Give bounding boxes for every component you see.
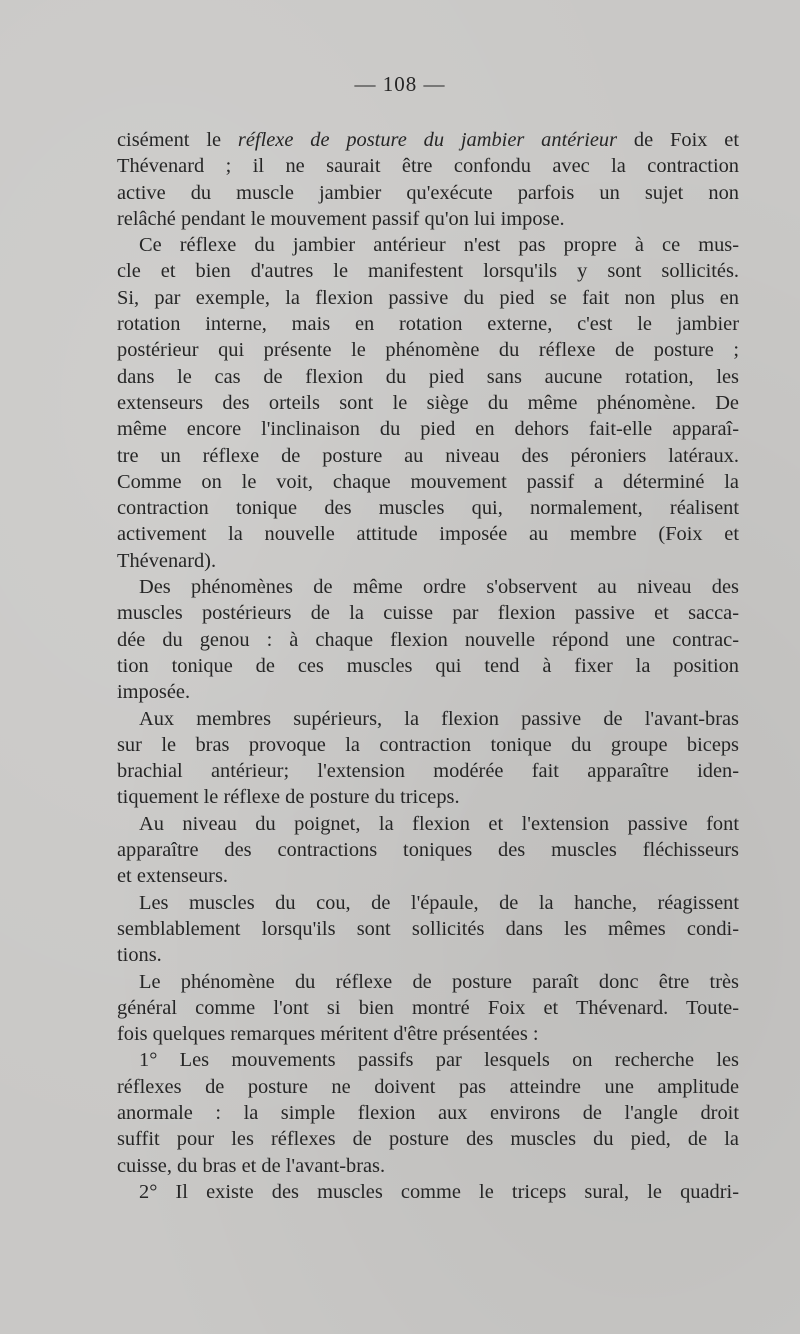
text-line: contraction tonique des muscles qui, normalement, réalisent (117, 497, 739, 520)
text-line: dans le cas de flexion du pied sans aucune rotation, les (117, 365, 739, 388)
text-line: Comme on le voit, chaque mouvement passif a déterminé la (117, 470, 739, 493)
text-line: réflexes de posture ne doivent pas atteindre une amplitude (117, 1075, 739, 1098)
body-text (117, 127, 739, 1205)
text-line: fois quelques remarques méritent d'être présentées : (117, 1023, 539, 1046)
text-line: activement la nouvelle attitude imposée au membre (Foix et (117, 523, 739, 546)
text-line: tre un réflexe de posture au niveau des péroniers latéraux. (117, 444, 739, 467)
italic-term: réflexe de posture du jambier antérieur (237, 129, 618, 151)
text-line: imposée. (117, 681, 191, 704)
text-line: rotation interne, mais en rotation externe, c'est le jambier (117, 313, 739, 336)
text-line: général comme l'ont si bien montré Foix et Thévenard. Toute- (117, 996, 739, 1019)
text-line: Si, par exemple, la flexion passive du pied se fait non plus en (117, 286, 739, 309)
page-number: — 108 — (354, 72, 446, 96)
text-line: active du muscle jambier qu'exécute parfois un sujet non (117, 181, 739, 204)
text-line: tiquement le réflexe de posture du triceps. (117, 786, 460, 809)
text-line: apparaître des contractions toniques des muscles fléchisseurs (117, 839, 739, 862)
text-line: sur le bras provoque la contraction tonique du groupe biceps (117, 733, 739, 756)
text-line: extenseurs des orteils sont le siège du même phénomène. De (117, 391, 739, 414)
text-line: relâché pendant le mouvement passif qu'on lui impose. (117, 207, 565, 230)
text-line: et extenseurs. (117, 865, 228, 888)
text-line-start: cisément le (117, 129, 238, 151)
text-line: Au niveau du poignet, la flexion et l'extension passive font (139, 812, 739, 835)
text-line: Des phénomènes de même ordre s'observent au niveau des (139, 576, 739, 599)
text-line: cuisse, du bras et de l'avant-bras. (117, 1154, 386, 1177)
text-line: suffit pour les réflexes de posture des muscles du pied, de la (117, 1128, 739, 1151)
text-line (117, 127, 739, 153)
text-line: tion tonique de ces muscles qui tend à fixer la position (117, 654, 739, 677)
text-line: 1° Les mouvements passifs par lesquels on recherche les (139, 1049, 739, 1072)
text-line: même encore l'inclinaison du pied en dehors fait-elle apparaî- (117, 418, 739, 441)
text-line: dée du genou : à chaque flexion nouvelle répond une contrac- (117, 628, 739, 651)
text-line: brachial antérieur; l'extension modérée fait apparaître iden- (117, 760, 739, 783)
text-line: Thévenard ; il ne saurait être confondu avec la contraction (117, 155, 739, 178)
text-line: Aux membres supérieurs, la flexion passive de l'avant-bras (139, 707, 739, 730)
text-line: Les muscles du cou, de l'épaule, de la hanche, réagissent (139, 891, 739, 914)
text-line: muscles postérieurs de la cuisse par flexion passive et sacca- (117, 602, 739, 625)
text-line: cle et bien d'autres le manifestent lorsqu'ils y sont sollicités. (117, 260, 739, 283)
text-line: 2° Il existe des muscles comme le triceps sural, le quadri- (139, 1180, 739, 1203)
text-line: anormale : la simple flexion aux environs de l'angle droit (117, 1101, 739, 1124)
text-line: Thévenard). (117, 549, 217, 572)
text-line: semblablement lorsqu'ils sont sollicités dans les mêmes condi- (117, 917, 739, 940)
text-line: tions. (117, 944, 162, 967)
text-line: Le phénomène du réflexe de posture paraît donc être très (139, 970, 739, 993)
text-line: postérieur qui présente le phénomène du réflexe de posture ; (117, 339, 739, 362)
text-line-end: de Foix et (617, 129, 739, 151)
text-line: Ce réflexe du jambier antérieur n'est pas propre à ce mus- (139, 234, 739, 257)
